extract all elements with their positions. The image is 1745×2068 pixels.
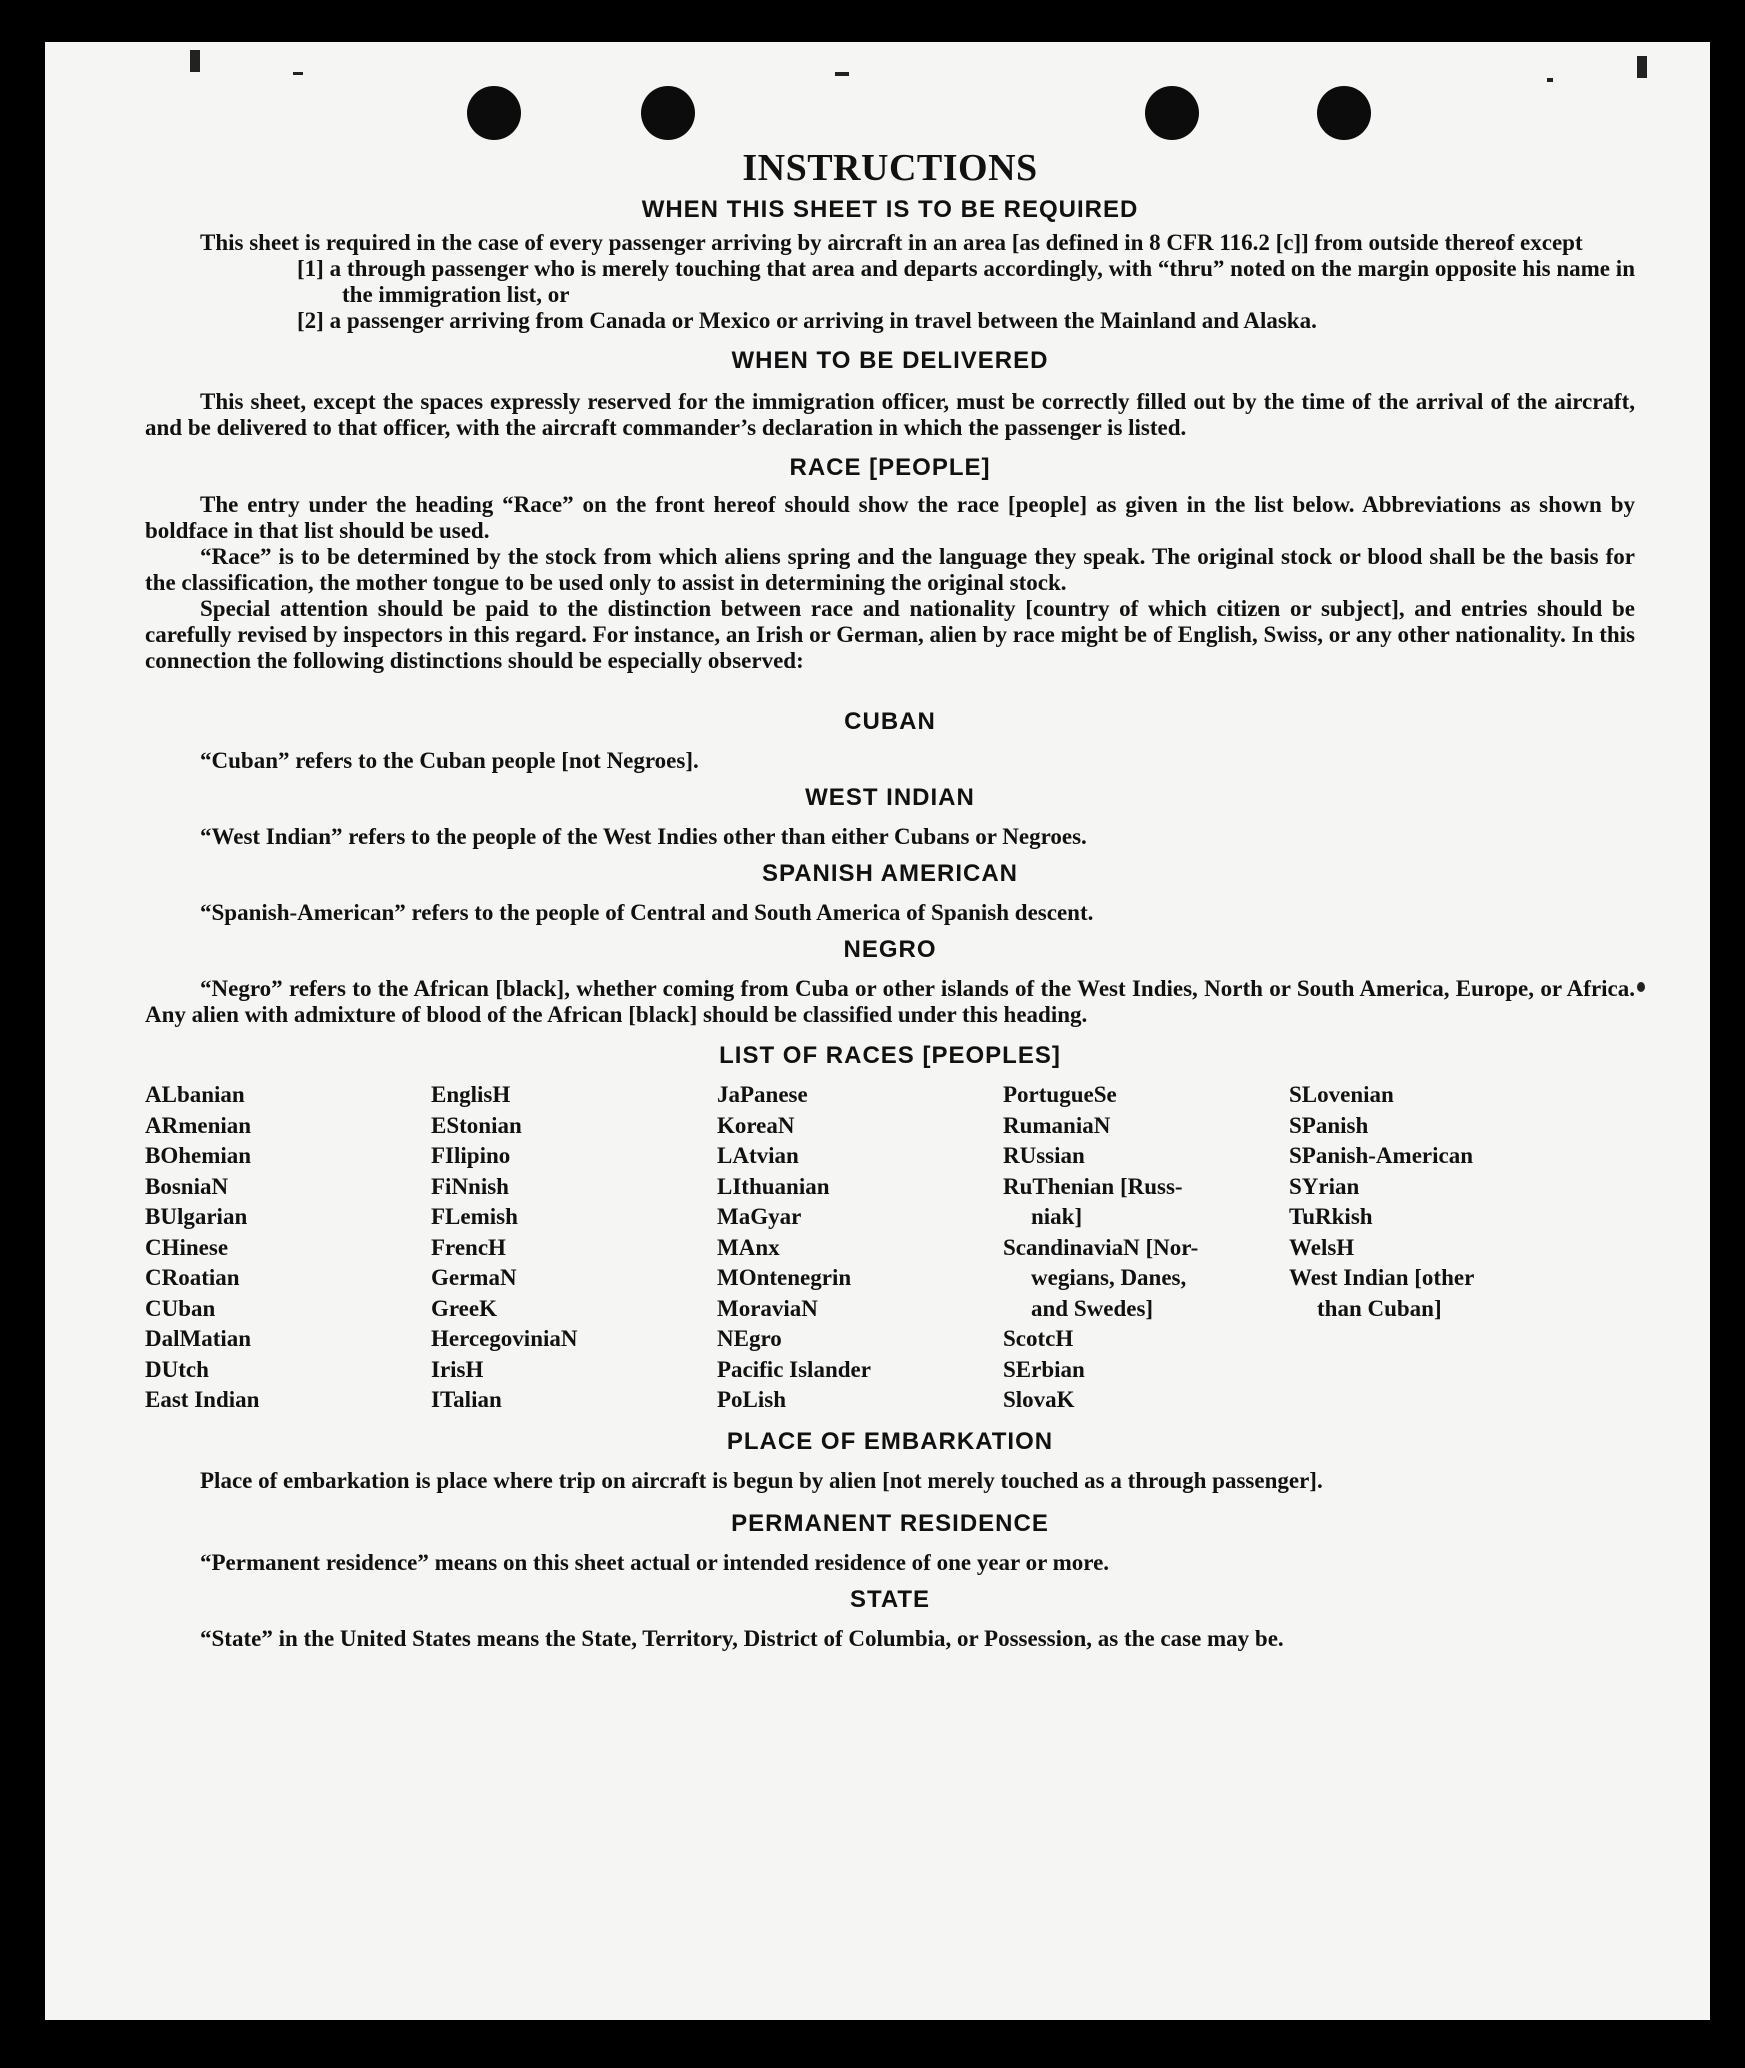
list-item-canada-mexico: [2] a passenger arriving from Canada or Mexico or arriving in travel between the Mainland and Alaska. — [297, 308, 1317, 333]
heading-when-required: WHEN THIS SHEET IS TO BE REQUIRED — [641, 196, 1139, 223]
paragraph-embarkation: Place of embarkation is place where trip on aircraft is begun by alien [not merely touched as a through passenger]. — [200, 1467, 1323, 1493]
race-item-continuation: wegians, Danes, — [1031, 1265, 1187, 1290]
race-item: FiNnish — [431, 1173, 509, 1199]
race-item: KoreaN — [717, 1112, 795, 1138]
heading-cuban: CUBAN — [844, 708, 936, 735]
race-item: SLovenian — [1289, 1082, 1394, 1107]
page-title: INSTRUCTIONS — [742, 147, 1038, 189]
race-item-continuation: niak] — [1031, 1204, 1083, 1229]
race-item: DalMatian — [145, 1326, 252, 1351]
race-item-continuation: than Cuban] — [1317, 1295, 1442, 1321]
race-item: Pacific Islander — [717, 1356, 871, 1382]
paragraph-when-delivered: This sheet, except the spaces expressly reserved for the immigration officer, must be correctly filled out by the time of the arrival of the aircraft, and be delivered to that officer, with the aircraft commander’s declaration in which the passenger is listed. — [145, 389, 1635, 440]
race-item: GermaN — [431, 1265, 517, 1290]
race-item: PoLish — [717, 1387, 787, 1412]
race-item: LIthuanian — [717, 1173, 830, 1199]
race-item: ALbanian — [145, 1082, 245, 1107]
document-page — [45, 42, 1710, 2020]
race-column — [1289, 1080, 1575, 1416]
paper-speck — [1547, 78, 1553, 82]
paragraph-permanent-residence: “Permanent residence” means on this sheet actual or intended residence of one year or more. — [200, 1549, 1110, 1575]
race-item: CUban — [145, 1295, 216, 1321]
race-item: MoraviaN — [717, 1295, 818, 1321]
race-item: SlovaK — [1003, 1387, 1075, 1412]
punch-hole — [1317, 86, 1371, 140]
paper-speck — [293, 72, 303, 75]
race-item-continuation: and Swedes] — [1031, 1295, 1154, 1321]
paragraph-spanish-american: “Spanish-American” refers to the people of Central and South America of Spanish descent. — [200, 900, 1094, 925]
race-item: CRoatian — [145, 1265, 240, 1290]
paragraph-race-entry: The entry under the heading “Race” on the front hereof should show the race [people] as given in the list below. Abbreviations as shown by boldface in that list should be used. — [145, 492, 1635, 543]
punch-hole — [1145, 86, 1199, 140]
heading-embarkation: PLACE OF EMBARKATION — [726, 1427, 1054, 1455]
race-item: East Indian — [145, 1387, 260, 1412]
paper-speck — [190, 50, 200, 72]
race-item: MAnx — [717, 1234, 780, 1260]
race-item: NEgro — [717, 1326, 782, 1351]
race-item: West Indian [other — [1289, 1265, 1475, 1290]
race-column — [431, 1080, 717, 1416]
race-column — [717, 1080, 1003, 1416]
race-item: SPanish — [1289, 1112, 1369, 1138]
heading-spanish-american: SPANISH AMERICAN — [761, 860, 1018, 887]
heading-race: RACE [PEOPLE] — [789, 454, 991, 481]
race-item: GreeK — [431, 1295, 497, 1321]
heading-state: STATE — [849, 1585, 931, 1613]
punch-hole — [641, 86, 695, 140]
race-item: FIlipino — [431, 1143, 511, 1168]
race-item: TuRkish — [1289, 1204, 1373, 1229]
race-item: MOntenegrin — [717, 1265, 852, 1290]
race-item: RUssian — [1003, 1143, 1085, 1168]
paragraph-west-indian: “West Indian” refers to the people of the West Indies other than either Cubans or Negroes. — [200, 824, 1087, 849]
race-item: ScotcH — [1003, 1326, 1074, 1351]
paper-speck — [1637, 56, 1647, 78]
paragraph-race-nationality: Special attention should be paid to the distinction between race and nationality [country of which citizen or subject], and entries should be carefully revised by inspectors in this regard. For instance, an Irish or German, alien by race might be of English, Swiss, or any other nationality. In this connection the following distinctions should be especially observed: — [145, 596, 1635, 673]
race-item: HercegoviniaN — [431, 1326, 578, 1351]
race-item: PortugueSe — [1003, 1082, 1117, 1107]
heading-permanent-residence: PERMANENT RESIDENCE — [731, 1509, 1049, 1537]
race-item: EnglisH — [431, 1082, 511, 1107]
race-column — [1003, 1080, 1289, 1416]
race-item: LAtvian — [717, 1143, 799, 1168]
paragraph-state: “State” in the United States means the State, Territory, District of Columbia, or Possession, as the case may be. — [200, 1625, 1284, 1651]
race-item: DUtch — [145, 1356, 209, 1382]
race-item: FrencH — [431, 1234, 506, 1260]
race-column — [145, 1080, 431, 1416]
race-item: FLemish — [431, 1204, 518, 1229]
race-item: BosniaN — [145, 1173, 229, 1199]
heading-when-delivered: WHEN TO BE DELIVERED — [731, 347, 1049, 374]
race-item: ScandinaviaN [Nor- — [1003, 1234, 1199, 1260]
race-item: IrisH — [431, 1356, 484, 1382]
paragraph-when-required: This sheet is required in the case of every passenger arriving by aircraft in an area [as defined in 8 CFR 116.2 [c]] from outside thereof except — [200, 230, 1583, 255]
race-item: EStonian — [431, 1112, 522, 1138]
paragraph-race-definition: “Race” is to be determined by the stock from which aliens spring and the language they speak. The original stock or blood shall be the basis for the classification, the mother tongue to be used only to assist in determining the original stock. — [145, 544, 1635, 595]
race-item: ARmenian — [145, 1112, 252, 1138]
heading-negro: NEGRO — [843, 936, 937, 963]
paragraph-cuban: “Cuban” refers to the Cuban people [not Negroes]. — [200, 748, 699, 773]
race-item: WelsH — [1289, 1234, 1355, 1260]
heading-west-indian: WEST INDIAN — [805, 784, 975, 811]
race-item: ITalian — [431, 1387, 502, 1412]
paper-speck — [1637, 982, 1645, 992]
punch-hole — [467, 86, 521, 140]
race-item: RumaniaN — [1003, 1112, 1111, 1138]
instructions-content — [145, 142, 1635, 1652]
heading-list-of-races: LIST OF RACES [PEOPLES] — [719, 1042, 1061, 1069]
race-item: BUlgarian — [145, 1204, 248, 1229]
paper-speck — [835, 72, 849, 76]
paragraph-negro: “Negro” refers to the African [black], whether coming from Cuba or other islands of the West Indies, North or South America, Europe, or Africa. Any alien with admixture of blood of the African [black] should be classified under this heading. — [145, 976, 1635, 1027]
race-list — [145, 1080, 1635, 1416]
race-item: SPanish-American — [1289, 1143, 1473, 1168]
race-item: SErbian — [1003, 1356, 1085, 1382]
race-item: CHinese — [145, 1234, 229, 1260]
race-item: MaGyar — [717, 1204, 802, 1229]
race-item: JaPanese — [717, 1082, 808, 1107]
list-item-through-passenger: [1] a through passenger who is merely touching that area and departs accordingly, with “thru” noted on the margin opposite his name in the immigration list, or — [297, 256, 1635, 307]
race-item: BOhemian — [145, 1143, 252, 1168]
race-item: RuThenian [Russ- — [1003, 1173, 1183, 1199]
race-item: SYrian — [1289, 1173, 1360, 1199]
